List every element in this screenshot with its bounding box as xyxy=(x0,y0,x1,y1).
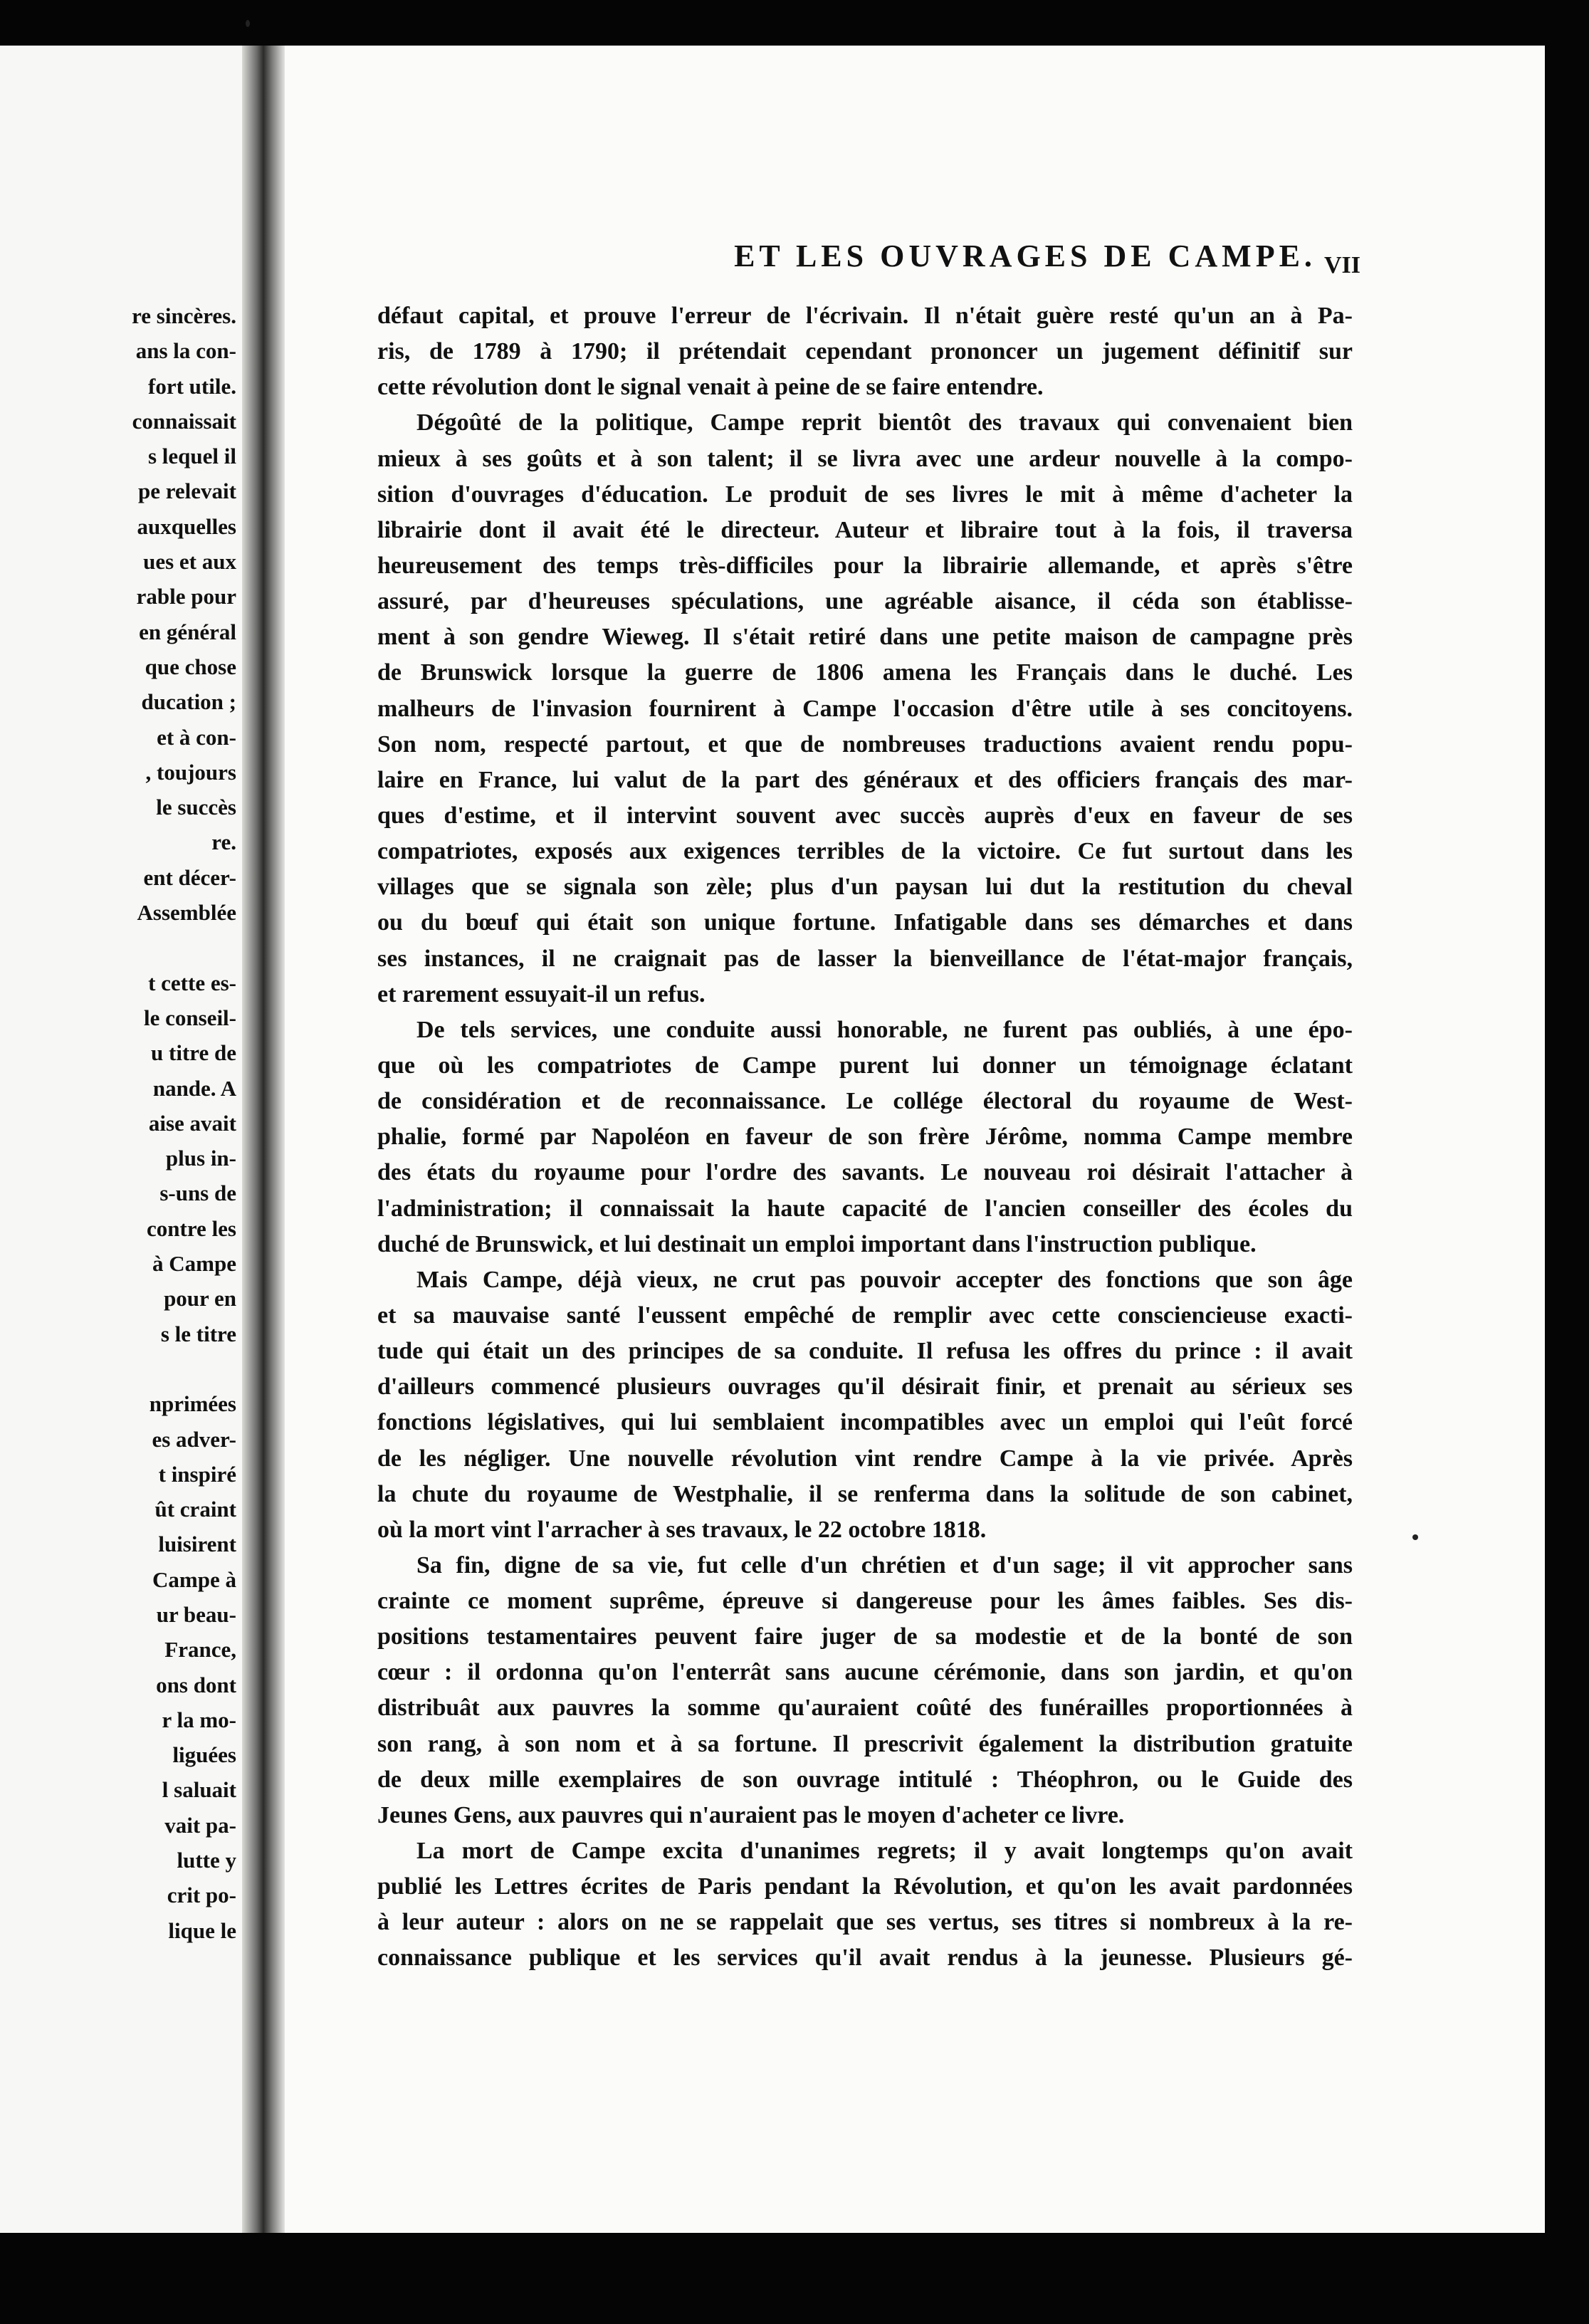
left-page-line: s-uns de xyxy=(159,1181,236,1206)
body-line: assuré, par d'heureuses spéculations, une agréable aisance, il céda son établisse- xyxy=(377,588,1353,615)
body-line: ris, de 1789 à 1790; il prétendait cependant prononcer un jugement définitif sur xyxy=(377,338,1353,365)
left-page-line: es adver- xyxy=(152,1426,236,1452)
left-page-line: lique le xyxy=(168,1917,236,1943)
left-page-line: aise avait xyxy=(148,1110,236,1136)
left-page-line: ent décer- xyxy=(143,864,236,890)
body-line: l'administration; il connaissait la haute capacité de l'ancien conseiller des écoles du xyxy=(377,1195,1353,1222)
left-page-line: luisirent xyxy=(158,1532,236,1557)
body-line: sition d'ouvrages d'éducation. Le produit de ses livres le mit à même d'acheter la xyxy=(377,481,1353,508)
left-page-line: lutte y xyxy=(177,1848,236,1873)
body-line: duché de Brunswick, et lui destinait un emploi important dans l'instruction publique. xyxy=(377,1230,1257,1257)
body-line: que où les compatriotes de Campe purent lui donner un témoignage éclatant xyxy=(377,1052,1353,1079)
left-page-line: pe relevait xyxy=(137,478,236,504)
left-page-line: et à con- xyxy=(157,724,236,750)
left-page-line: nprimées xyxy=(149,1391,236,1417)
left-page-line: plus in- xyxy=(165,1146,236,1171)
body-line: Son nom, respecté partout, et que de nombreuses traductions avaient rendu popu- xyxy=(377,731,1353,758)
body-line: mieux à ses goûts et à son talent; il se livra avec une ardeur nouvelle à la compo- xyxy=(377,445,1353,472)
left-page-line: s lequel il xyxy=(147,444,236,469)
left-page-line: s le titre xyxy=(160,1321,236,1346)
dust-speck xyxy=(246,20,250,27)
left-page-line: ues et aux xyxy=(143,549,236,575)
body-line: villages que se signala son zèle; plus d'un paysan lui dut la restitution du cheval xyxy=(377,874,1353,901)
left-page-line: ût craint xyxy=(154,1497,236,1522)
left-page-line: Campe à xyxy=(152,1566,236,1592)
body-line: malheurs de l'invasion fournirent à Campe l'occasion d'être utile à ses concitoyens. xyxy=(377,695,1353,722)
body-line: fonctions législatives, qui lui semblaient incompatibles avec un emploi qui l'eût forcé xyxy=(377,1409,1353,1436)
left-page-line: rable pour xyxy=(136,584,236,609)
left-page-line: en général xyxy=(139,619,236,644)
left-page-line xyxy=(0,1351,242,1386)
left-page-line: re. xyxy=(211,829,236,855)
body-line: Dégoûté de la politique, Campe reprit bientôt des travaux qui convenaient bien xyxy=(416,409,1353,436)
left-page-line: France, xyxy=(164,1637,236,1663)
left-page-line: t cette es- xyxy=(148,970,236,995)
left-page-line xyxy=(0,930,242,965)
left-page-line: Assemblée xyxy=(137,900,236,926)
body-line: de Brunswick lorsque la guerre de 1806 amena les Français dans le duché. Les xyxy=(377,659,1353,686)
body-line: librairie dont il avait été le directeur. Auteur et libraire tout à la fois, il traversa xyxy=(377,516,1353,543)
body-line: et sa mauvaise santé l'eussent empêché de remplir avec cette consciencieuse exacti- xyxy=(377,1302,1353,1329)
body-line: et rarement essuyait-il un refus. xyxy=(377,980,706,1007)
body-line: ques d'estime, et il intervint souvent avec succès auprès d'eux en faveur de ses xyxy=(377,802,1353,829)
left-page-line: , toujours xyxy=(145,759,236,785)
body-line: de considération et de reconnaissance. Le collége électoral du royaume de West- xyxy=(377,1088,1353,1115)
page-number: VII xyxy=(1324,252,1361,278)
left-page-line: vait pa- xyxy=(164,1812,236,1838)
body-line: crainte ce moment suprême, épreuve si dangereuse pour les âmes faibles. Ses dis- xyxy=(377,1588,1353,1615)
body-line: connaissance publique et les services qu'il avait rendus à la jeunesse. Plusieurs gé- xyxy=(377,1944,1353,1972)
body-line: Jeunes Gens, aux pauvres qui n'auraient pas le moyen d'acheter ce livre. xyxy=(377,1801,1125,1828)
left-page-line: ans la con- xyxy=(135,338,236,364)
body-line: où la mort vint l'arracher à ses travaux, le 22 octobre 1818. xyxy=(377,1516,987,1543)
body-line: positions testamentaires peuvent faire juger de sa modestie et de la bonté de son xyxy=(377,1623,1353,1650)
body-line: Sa fin, digne de sa vie, fut celle d'un chrétien et d'un sage; il vit approcher sans xyxy=(416,1551,1353,1579)
dust-speck xyxy=(1412,1534,1418,1540)
left-page-line: crit po- xyxy=(167,1883,236,1908)
body-line: phalie, formé par Napoléon en faveur de son frère Jérôme, nomma Campe membre xyxy=(377,1124,1353,1151)
book-gutter xyxy=(242,46,285,2233)
body-line: La mort de Campe excita d'unanimes regrets; il y avait longtemps qu'on avait xyxy=(416,1838,1353,1865)
body-line: d'ailleurs commencé plusieurs ouvrages qu'il désirait finir, et prenait au sérieux ses xyxy=(377,1373,1353,1401)
left-page-line: le succès xyxy=(156,795,236,820)
body-line: Mais Campe, déjà vieux, ne crut pas pouvoir accepter des fonctions que son âge xyxy=(416,1266,1353,1293)
body-line: ment à son gendre Wieweg. Il s'était retiré dans une petite maison de campagne près xyxy=(377,624,1353,651)
body-line: publié les Lettres écrites de Paris pendant la Révolution, et qu'on les avait pardonnées xyxy=(377,1873,1353,1900)
body-line: la chute du royaume de Westphalie, il se renferma dans la solitude de son cabinet, xyxy=(377,1480,1353,1507)
left-page-line: pour en xyxy=(164,1286,236,1312)
left-page-line: ons dont xyxy=(156,1672,236,1697)
body-line: cette révolution dont le signal venait à peine de se faire entendre. xyxy=(377,374,1044,401)
body-line: De tels services, une conduite aussi honorable, ne furent pas oubliés, à une épo- xyxy=(416,1016,1353,1043)
body-line: distribuât aux pauvres la somme qu'auraient coûté des funérailles proportionnées à xyxy=(377,1695,1353,1722)
left-page-line: u titre de xyxy=(151,1040,236,1066)
left-page-line: à Campe xyxy=(152,1251,236,1277)
body-line: compatriotes, exposés aux exigences terribles de la victoire. Ce fut surtout dans les xyxy=(377,838,1353,865)
left-page-line: ducation ; xyxy=(141,689,236,715)
left-page-line: nande. A xyxy=(152,1075,236,1101)
body-line: à leur auteur : alors on ne se rappelait que ses vertus, ses titres si nombreux à la re- xyxy=(377,1909,1353,1936)
left-page-line: r la mo- xyxy=(162,1707,236,1732)
left-page-line: contre les xyxy=(147,1215,236,1241)
body-line: défaut capital, et prouve l'erreur de l'écrivain. Il n'était guère resté qu'un an à Pa- xyxy=(377,303,1353,329)
left-page-line: connaissait xyxy=(132,408,236,434)
left-page-line: fort utile. xyxy=(148,373,236,399)
body-line: heureusement des temps très-difficiles pour la librairie allemande, et après s'être xyxy=(377,552,1353,579)
left-page-line: re sincères. xyxy=(132,303,236,328)
left-page-text xyxy=(0,298,242,1948)
running-head: ET LES OUVRAGES DE CAMPE. xyxy=(734,239,1316,273)
left-page-line: le conseil- xyxy=(144,1005,236,1030)
body-line: de les négliger. Une nouvelle révolution vint rendre Campe à la vie privée. Après xyxy=(377,1445,1353,1472)
body-line: laire en France, lui valut de la part des généraux et des officiers français des mar- xyxy=(377,766,1353,793)
body-line: de deux mille exemplaires de son ouvrage intitulé : Théophron, ou le Guide des xyxy=(377,1766,1353,1793)
left-page-line: ur beau- xyxy=(156,1601,236,1627)
left-page-line: l saluait xyxy=(162,1777,236,1803)
body-line: tude qui était un des principes de sa conduite. Il refusa les offres du prince : il avait xyxy=(377,1338,1353,1365)
right-page xyxy=(285,46,1545,2233)
body-line: son rang, à son nom et à sa fortune. Il prescrivit également la distribution gratuite xyxy=(377,1730,1353,1757)
body-line: cœur : il ordonna qu'on l'enterrât sans aucune cérémonie, dans son jardin, et qu'on xyxy=(377,1659,1353,1686)
body-text xyxy=(377,298,1353,1977)
body-line: ou du bœuf qui était son unique fortune. Infatigable dans ses démarches et dans xyxy=(377,909,1353,936)
left-page-line: liguées xyxy=(172,1742,236,1768)
body-line: ses instances, il ne craignait pas de lasser la bienveillance de l'état-major français, xyxy=(377,945,1353,972)
left-page-line: auxquelles xyxy=(137,513,236,539)
body-line: des états du royaume pour l'ordre des savants. Le nouveau roi désirait l'attacher à xyxy=(377,1159,1353,1186)
left-page-line: t inspiré xyxy=(158,1461,236,1487)
left-page-line: que chose xyxy=(145,654,236,679)
left-page-fragment xyxy=(0,46,256,2233)
